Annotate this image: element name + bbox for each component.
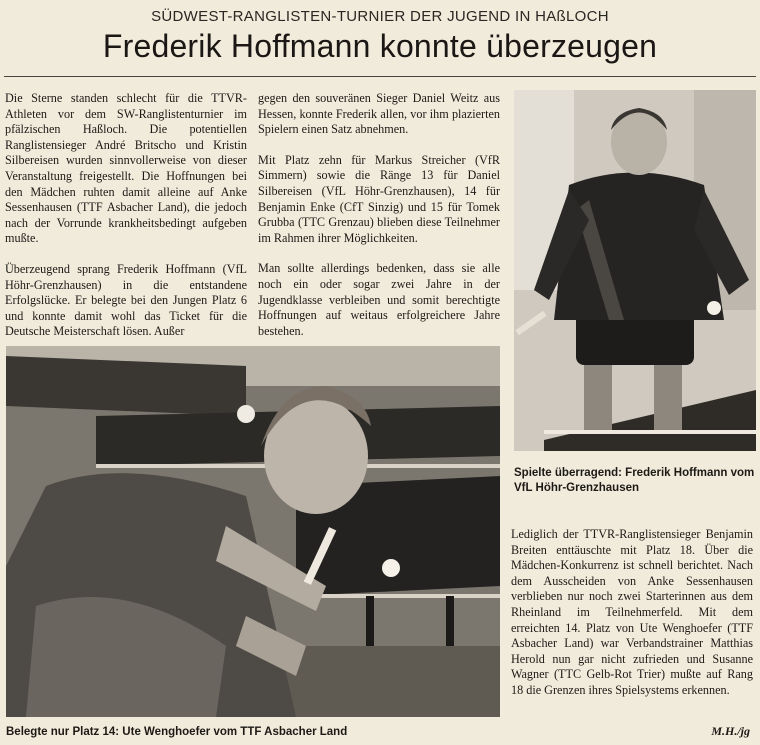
paragraph: Überzeugend sprang Frederik Hoffmann (VfL Höhr-Grenzhausen) in die entstandene Erfolgslücke. Er belegte bei den Jungen Platz 6 und konnte damit wohl das Ticket für die Deutsche Meisterschaft lösen. Außer bbox=[5, 261, 247, 339]
paragraph: Lediglich der TTVR-Ranglistensieger Benjamin Breiten enttäuschte mit Platz 18. Über die Mädchen-Konkurrenz ist schnell berichtet. Nach dem Ausscheiden von Anke Sessenhausen verblieben nur noch zwei Starterinnen aus dem Rheinland im Teilnehmerfeld. Mit dem erreichten 14. Platz von Ute Wenghoefer (TTF Asbacher Land) war Verbandstrainer Matthias Herold nun gar nicht zufrieden und Susanne Wagner (TTC Gelb-Rot Trier) mußte auf Rang 18 die Grenzen ihres Spielsystems erkennen. bbox=[511, 527, 753, 697]
article-column-1 bbox=[5, 91, 247, 355]
photo-caption-girl: Belegte nur Platz 14: Ute Wenghoefer vom TTF Asbacher Land bbox=[6, 726, 348, 738]
article-column-3 bbox=[511, 527, 753, 714]
article-headline: Frederik Hoffmann konnte überzeugen bbox=[102, 28, 658, 64]
paragraph: Die Sterne standen schlecht für die TTVR-Athleten vor dem SW-Ranglistenturnier im pfälzischen Haßloch. Die potentiellen Ranglistensieger André Britscho und Kristin Silbereisen wurden sinnvollerweise von dieser Veranstaltung freigestellt. Die Hoffnungen bei den Mädchen ruhten damit alleine auf Anke Sessenhausen (TTF Asbacher Land), die jedoch nach der Vorrunde krankheitsbedingt aufgeben mußte. bbox=[5, 91, 247, 246]
author-initials: M.H./jg bbox=[711, 724, 750, 738]
photo-caption-boy: Spielte überragend: Frederik Hoffmann vom VfL Höhr-Grenzhausen bbox=[514, 467, 755, 494]
photo-frederik-hoffmann bbox=[514, 90, 756, 451]
paragraph: Man sollte allerdings bedenken, dass sie alle noch ein oder sogar zwei Jahre in der Jugendklasse verbleiben und somit berechtigte Hoffnungen auf weitaus erfolgreichere Jahre bestehen. bbox=[258, 261, 500, 338]
paragraph: Mit Platz zehn für Markus Streicher (VfR Simmern) sowie die Ränge 13 für Daniel Silbereisen (VfL Höhr-Grenzhausen), 14 für Benjamin Enke (CfT Sinzig) und 15 für Tomek Grubba (TTC Grenzau) blieben diese Teilnehmer im Rahmen ihrer Möglichkeiten. bbox=[258, 152, 500, 245]
paragraph: gegen den souveränen Sieger Daniel Weitz aus Hessen, konnte Frederik allen, vor ihm plazierten Spielern einen Satz abnehmen. bbox=[258, 91, 500, 137]
photo-ute-wenghoefer bbox=[6, 346, 500, 717]
table-tennis-player-photo-icon bbox=[6, 346, 500, 717]
article-column-2 bbox=[258, 91, 500, 354]
article-kicker: SÜDWEST-RANGLISTEN-TURNIER DER JUGEND IN HAßLOCH bbox=[151, 8, 609, 25]
table-tennis-player-photo-icon bbox=[514, 90, 756, 451]
header-divider bbox=[4, 76, 756, 77]
